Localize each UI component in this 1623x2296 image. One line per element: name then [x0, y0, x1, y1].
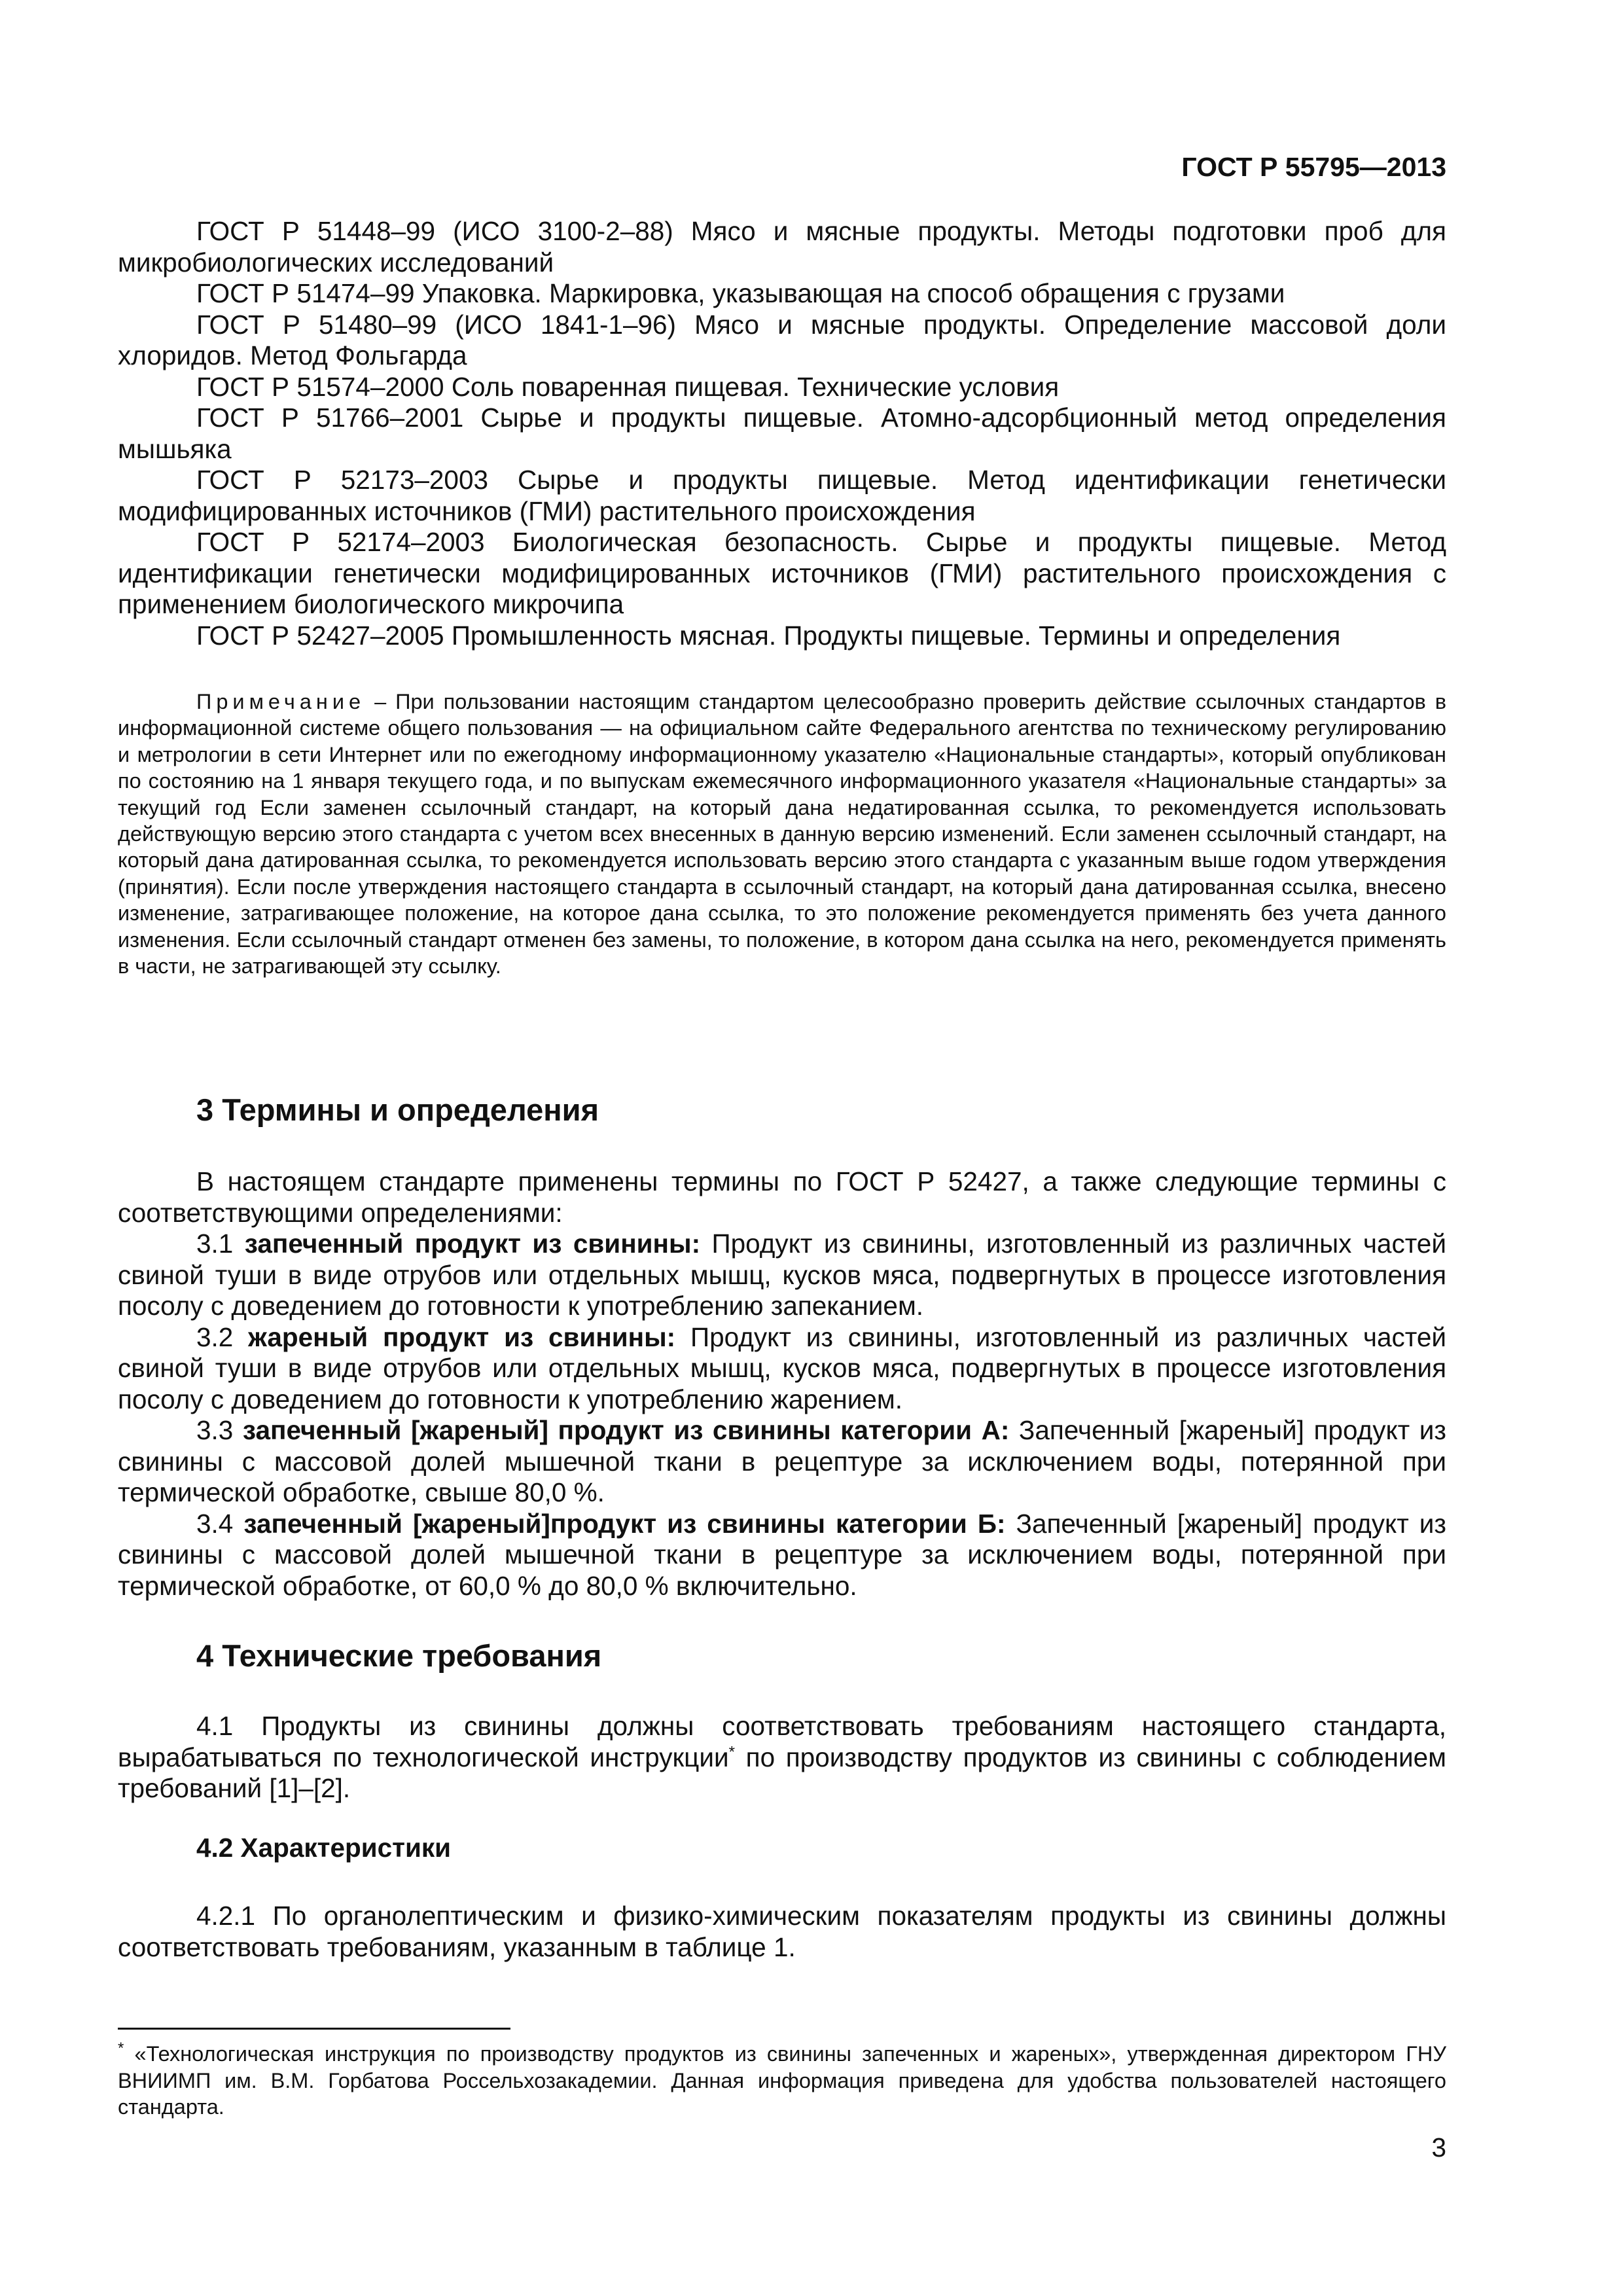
term-definition — [118, 1415, 1446, 1509]
reference-item: ГОСТ Р 51480–99 (ИСО 1841-1–96) Мясо и мясные продукты. Определение массовой доли хлоридов. Метод Фольгарда — [118, 309, 1446, 370]
section-3-heading-wrap — [118, 1092, 1446, 1128]
term-name: запеченный [жареный]продукт из свинины категории Б: — [243, 1508, 1006, 1539]
characteristics-paragraph: 4.2.1 По органолептическим и физико-химическим показателям продукты из свинины должны соответствовать требованиям, указанным в таблице 1. — [118, 1901, 1446, 1962]
term-text: Продукт из свинины, изготовленный из различных частей свиной туши в виде отрубов или отдельных мышц, кусков мяса, подвергнутых в процессе изготовления посолу с доведением до готовности к употреблению жарением. — [118, 1321, 1446, 1414]
requirements-paragraph: 4.1 Продукты из свинины должны соответствовать требованиям настоящего стандарта, вырабатываться по технологической инструкции* по производству продуктов из свинины с соблюдением требований [1]–[2]. — [118, 1711, 1447, 1803]
section-4-heading-wrap — [118, 1638, 1446, 1674]
reference-item: ГОСТ Р 51474–99 Упаковка. Маркировка, указывающая на способ обращения с грузами — [196, 278, 1285, 308]
subsection-heading: 4.2 Характеристики — [196, 1833, 452, 1863]
section-3-body — [118, 1166, 1446, 1602]
note-paragraph — [118, 689, 1446, 979]
note-label: Примечание — [196, 690, 366, 713]
section-intro: В настоящем стандарте применены термины по ГОСТ Р 52427, а также следующие термины с соответствующими определениями: — [118, 1166, 1446, 1228]
term-name: запеченный [жареный] продукт из свинины категории А: — [242, 1415, 1010, 1445]
term-number: 3.2 — [196, 1321, 234, 1352]
characteristics-body — [118, 1901, 1446, 1963]
reference-item: ГОСТ Р 52174–2003 Биологическая безопасность. Сырье и продукты пищевые. Метод идентификации генетически модифицированных источников (ГМИ) растительного происхождения с применением биологического микрочипа — [118, 527, 1446, 619]
footnote — [118, 2041, 1446, 2121]
term-text: Запеченный [жареный] продукт из свинины с массовой долей мышечной ткани в рецептуре за исключением воды, потерянной при термической обработке, свыше 80,0 %. — [118, 1415, 1446, 1507]
term-text: Продукт из свинины, изготовленный из различных частей свиной туши в виде отрубов или отдельных мышц, кусков мяса, подвергнутых в процессе изготовления посолу с доведением до готовности к употреблению запеканием. — [118, 1229, 1446, 1321]
term-number: 3.3 — [196, 1415, 234, 1445]
footnote-divider — [118, 2028, 510, 2030]
page-number: 3 — [1431, 2132, 1446, 2162]
term-number: 3.1 — [196, 1229, 234, 1259]
term-text: Запеченный [жареный] продукт из свинины с массовой долей мышечной ткани в рецептуре за исключением воды, потерянной при термической обработке, от 60,0 % до 80,0 % включительно. — [118, 1508, 1446, 1601]
reference-item: ГОСТ Р 51766–2001 Сырье и продукты пищевые. Атомно-адсорбционный метод определения мышьяка — [118, 403, 1446, 464]
reference-item: ГОСТ Р 52427–2005 Промышленность мясная. Продукты пищевые. Термины и определения — [196, 620, 1341, 651]
reference-item: ГОСТ Р 51448–99 (ИСО 3100-2–88) Мясо и мясные продукты. Методы подготовки проб для микробиологических исследований — [118, 216, 1446, 278]
subsection-heading-wrap — [118, 1833, 1446, 1863]
section-heading: 4 Технические требования — [196, 1638, 602, 1673]
term-definition — [118, 1509, 1446, 1602]
term-name: жареный продукт из свинины: — [248, 1321, 676, 1352]
document-header: ГОСТ Р 55795—2013 — [1181, 152, 1446, 182]
section-4-body — [118, 1711, 1446, 1804]
term-name: запеченный продукт из свинины: — [244, 1229, 701, 1259]
footnote-mark: * — [118, 2039, 124, 2058]
reference-item: ГОСТ Р 52173–2003 Сырье и продукты пищевые. Метод идентификации генетически модифицированных источников (ГМИ) растительного происхождения — [118, 465, 1446, 526]
footnote-text: «Технологическая инструкция по производству продуктов из свинины запеченных и жареных», утвержденная директором ГНУ ВНИИМП им. В.М. Горбатова Россельхозакадемии. Данная информация приведена для удобства пользователей настоящего стандарта. — [118, 2042, 1446, 2119]
term-definition — [118, 1322, 1446, 1416]
section-heading: 3 Термины и определения — [196, 1092, 599, 1127]
note-block — [118, 689, 1446, 979]
footnote-ref: * — [728, 1743, 735, 1761]
term-number: 3.4 — [196, 1508, 234, 1539]
term-definition — [118, 1229, 1446, 1322]
references-list — [118, 216, 1446, 651]
reference-item: ГОСТ Р 51574–2000 Соль поваренная пищевая. Технические условия — [196, 371, 1060, 402]
note-text: – При пользовании настоящим стандартом целесообразно проверить действие ссылочных стандартов в информационной системе общего пользования — на официальном сайте Федерального агентства по техническому регулированию и метрологии в сети Интернет или по ежегодному информационному указателю «Национальные стандарты», который опубликован по состоянию на 1 января текущего года, и по выпускам ежемесячного информационного указателя «Национальные стандарты» за текущий год Если заменен ссылочный стандарт, на который дана недатированная ссылка, то рекомендуется использовать действующую версию этого стандарта с учетом всех внесенных в данную версию изменений. Если заменен ссылочный стандарт, на который дана датированная ссылка, то рекомендуется использовать версию этого стандарта с указанным выше годом утверждения (принятия). Если после утверждения настоящего стандарта в ссылочный стандарт, на который дана датированная ссылка, внесено изменение, затрагивающее положение, на которое дана ссылка, то это положение рекомендуется применять без учета данного изменения. Если ссылочный стандарт отменен без замены, то положение, в котором дана ссылка на него, рекомендуется применять в части, не затрагивающей эту ссылку. — [118, 690, 1447, 978]
